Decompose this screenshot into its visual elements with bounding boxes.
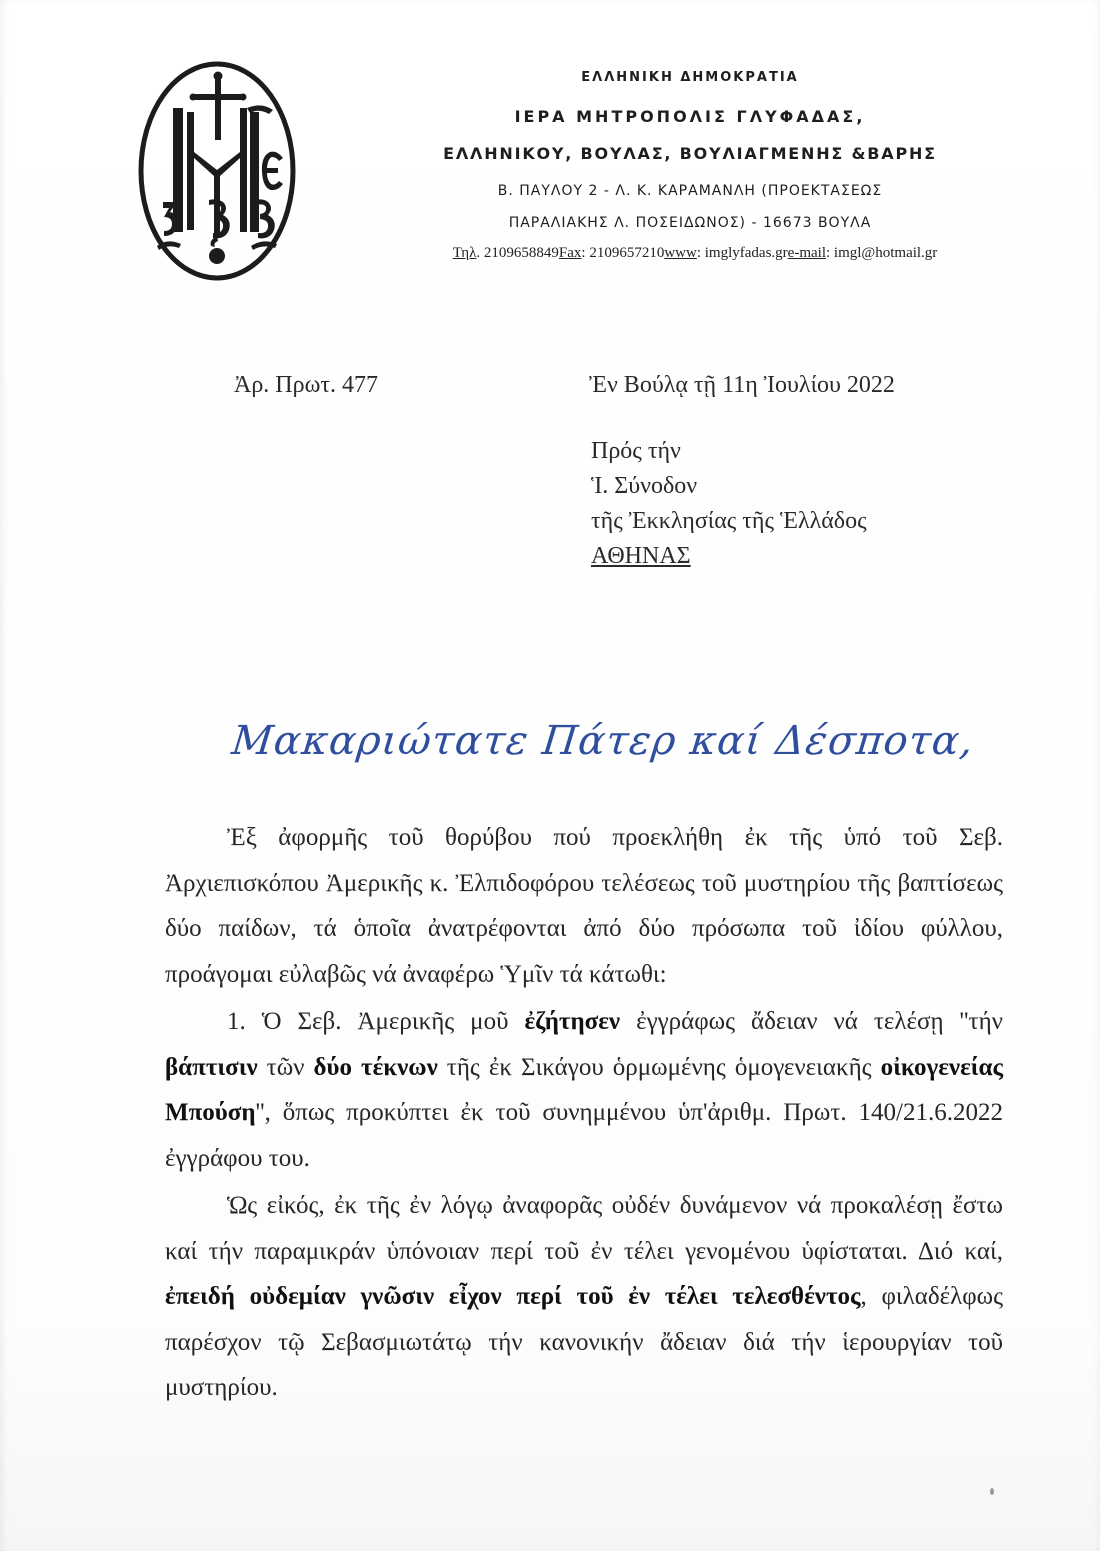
letterhead-address-1: Β. ΠΑΥΛΟΥ 2 - Λ. Κ. ΚΑΡΑΜΑΝΛΗ (ΠΡΟΕΚΤΑΣΕΩΣ xyxy=(497,183,883,199)
recipient-line-1: Πρός τήν xyxy=(591,438,681,464)
bold-run: οἰκογενείας Μπούση xyxy=(165,1053,1003,1126)
letterhead xyxy=(360,64,1020,262)
text-run: τῶν xyxy=(257,1053,314,1081)
letterhead-metropolis: ΙΕΡΑ ΜΗΤΡΟΠΟΛΙΣ ΓΛΥΦΑΔΑΣ, xyxy=(514,107,866,126)
text-run: Ὡς εἰκός, ἐκ τῆς ἐν λόγῳ ἀναφορᾶς οὐδέν δυνάμενον νά προκαλέσῃ ἔστω καί τήν παραμικράν ὑπόνοιαν περί τοῦ ἐν τέλει γενομένου ὑφίσταται. Διό καί, xyxy=(165,1192,1003,1265)
letterhead-districts: ΕΛΛΗΝΙΚΟΥ, ΒΟΥΛΑΣ, ΒΟΥΛΙΑΓΜΕΝΗΣ &ΒΑΡΗΣ xyxy=(443,144,937,163)
bold-run: βάπτισιν xyxy=(165,1053,258,1081)
tel-value: . 2109658849 xyxy=(476,245,559,261)
handwritten-salutation: Μακαριώτατε Πάτερ καί Δέσποτα, xyxy=(229,718,977,764)
fax-label: Fax xyxy=(558,245,582,261)
recipient-city: ΑΘΗΝΑΣ xyxy=(591,543,691,569)
www-label: www xyxy=(664,245,697,261)
text-run: '', ὅπως προκύπτει ἐκ τοῦ συνημμένου ὑπ'ἀριθμ. Πρωτ. 140/21.6.2022 ἐγγράφου του. xyxy=(165,1099,1003,1172)
ihs-monogram-seal-icon xyxy=(137,60,297,282)
text-run: 1. Ὁ Σεβ. Ἀμερικῆς μοῦ xyxy=(227,1008,525,1035)
letterhead-contact xyxy=(360,245,1020,262)
recipient-block xyxy=(591,434,867,574)
tel-label: Τηλ xyxy=(452,245,477,261)
body-paragraph-2 xyxy=(165,999,1003,1181)
body-paragraph-1: Ἐξ ἀφορμῆς τοῦ θορύβου πού προεκλήθη ἐκ τῆς ὑπό τοῦ Σεβ. Ἀρχιεπισκόπου Ἀμερικῆς κ. Ἐλπιδοφόρου τελέσεως τοῦ μυστηρίου τῆς βαπτίσεως δύο παίδων, τά ὁποῖα ἀνατρέφονται ἀπό δύο πρόσωπα τοῦ ἰδίου φύλλου, προάγομαι εὐλαβῶς νά ἀναφέρω Ὑμῖν τά κάτωθι: xyxy=(165,824,1003,988)
bold-run: ἐζήτησεν xyxy=(524,1008,621,1035)
protocol-number: Ἀρ. Πρωτ. 477 xyxy=(234,372,379,398)
recipient-line-3: τῆς Ἐκκλησίας τῆς Ἑλλάδος xyxy=(591,508,867,534)
email-label: e-mail xyxy=(787,245,826,261)
www-value: : imglyfadas.gr xyxy=(696,245,788,261)
email-value: : imgl@hotmail.gr xyxy=(826,245,938,261)
text-run: τῆς ἐκ Σικάγου ὁρμωμένης ὁμογενειακῆς xyxy=(437,1053,881,1081)
scan-speck xyxy=(990,1488,994,1495)
recipient-line-2: Ἱ. Σύνοδον xyxy=(591,473,698,499)
letter-date: Ἐν Βούλᾳ τῇ 11η Ἰουλίου 2022 xyxy=(589,372,895,398)
body-paragraph-3 xyxy=(165,1183,1003,1411)
bold-run: δύο τέκνων xyxy=(313,1053,438,1081)
letter-body xyxy=(165,815,1003,1411)
letterhead-address-2: ΠΑΡΑΛΙΑΚΗΣ Λ. ΠΟΣΕΙΔΩΝΟΣ) - 16673 ΒΟΥΛΑ xyxy=(508,215,872,231)
text-run: ἐγγράφως ἄδειαν νά τελέσῃ ''τήν xyxy=(620,1008,1003,1035)
letterhead-state: ΕΛΛΗΝΙΚΗ ΔΗΜΟΚΡΑΤΙΑ xyxy=(581,70,799,85)
bold-run: ἐπειδή οὐδεμίαν γνῶσιν εἶχον περί τοῦ ἐν τέλει τελεσθέντος xyxy=(165,1283,861,1310)
text-run: , φιλαδέλφως παρέσχον τῷ Σεβασμιωτάτῳ τήν κανονικήν ἄδειαν διά τήν ἱερουργίαν τοῦ μυστηρίου. xyxy=(165,1283,1003,1401)
fax-value: : 2109657210 xyxy=(581,245,665,261)
